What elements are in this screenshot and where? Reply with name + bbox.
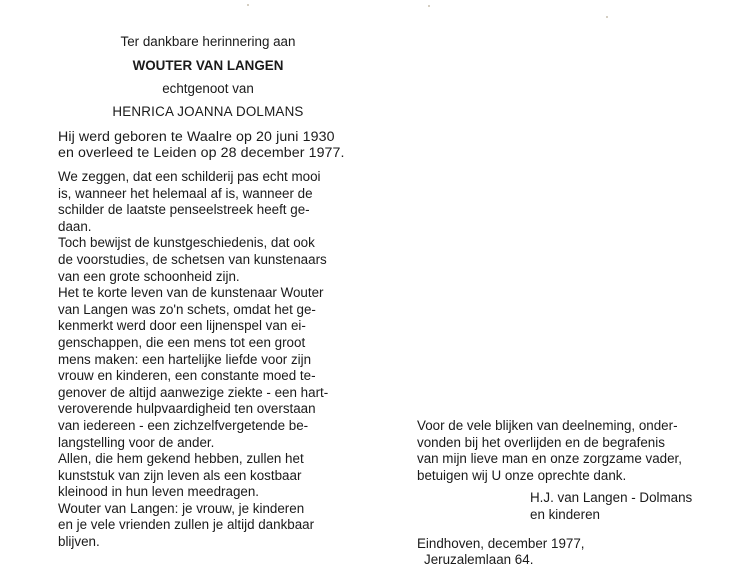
memorial-left-panel <box>58 34 358 551</box>
signature: H.J. van Langen - Dolmans <box>530 490 693 506</box>
paper-speck <box>428 5 430 7</box>
paragraph: Allen, die hem gekend hebben, zullen het kunststuk van zijn leven als een kostbaar kleinood in hun leven meedragen. <box>58 451 304 500</box>
paragraph: Toch bewijst de kunstgeschiedenis, dat ook de voorstudies, de schetsen van kunstenaars van een grote schoonheid zijn. <box>58 235 327 284</box>
death-line: en overleed te Leiden op 28 december 1977. <box>58 145 345 161</box>
thanks-panel <box>417 418 713 569</box>
address: Jeruzalemlaan 64. <box>424 552 534 568</box>
paragraph: Wouter van Langen: je vrouw, je kinderen en je vele vrienden zullen je altijd dankbaar blijven. <box>58 500 315 550</box>
memorial-text <box>58 169 358 551</box>
place-date: Eindhoven, december 1977, <box>417 535 585 551</box>
paper-speck <box>606 16 608 18</box>
paragraph: We zeggen, dat een schilderij pas echt mooi is, wanneer het helemaal af is, wanneer de schilder de laatste penseelstreek heeft ge- daan. <box>58 169 321 234</box>
intro-line: Ter dankbare herinnering aan <box>120 34 296 49</box>
spouse-label: echtgenoot van <box>162 81 254 96</box>
signature-sub: en kinderen <box>530 506 600 522</box>
thanks-text: Voor de vele blijken van deelneming, onder- vonden bij het overlijden en de begrafenis van mijn lieve man en onze zorgzame vader, betuigen wij U onze oprechte dank. <box>417 418 682 483</box>
life-dates <box>58 129 358 161</box>
spouse-name: HENRICA JOANNA DOLMANS <box>112 104 304 119</box>
paper-speck <box>247 4 249 6</box>
paragraph: Het te korte leven van de kunstenaar Wouter van Langen was zo'n schets, omdat het ge- kenmerkt werd door een lijnenspel van ei- genschappen, die een mens tot een groot mens maken: een hartelijke liefde voor zijn vrouw en kinderen, een constante moed te- genover de altijd aanwezige ziekte - een hart- veroverende hulpvaardigheid ten overstaan van iedereen - een zichzelfvergetende be- langstelling voor de ander. <box>58 285 329 450</box>
birth-line: Hij werd geboren te Waalre op 20 juni 1930 <box>58 129 335 145</box>
deceased-name: WOUTER VAN LANGEN <box>132 58 284 73</box>
